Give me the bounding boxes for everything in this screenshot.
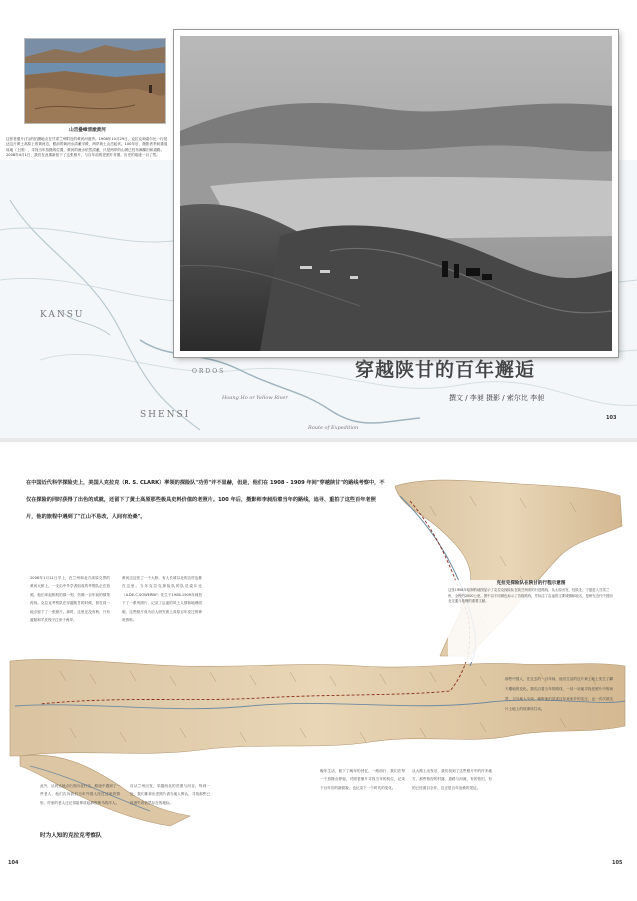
page-number-left: 104 <box>8 860 19 866</box>
map-label-ordos: ORDOS <box>192 368 226 375</box>
caption-text: 这张老照片(右)的拍摄地点在甘肃兰州附近的黄河河道旁。1908年10月29日，克拉克和索尔比一行抵达这片黄土高原上的黄河边，眼前的黄河水清澈平缓，两岸黄土山峦起伏。100年后，摄影者李昶重返故地（上图），寻找当年拍摄的位置，黄河的流水依然清澈，只是两岸的山坡已经布满梯田和道路。2008年4月1日，我们在此重新拍下了这张照片，与百年前的老照片对照，历史的痕迹一目了然。 <box>6 136 168 158</box>
caption-title: 山峦叠嶂清澈黄河 <box>69 128 106 133</box>
historic-photo <box>174 30 618 357</box>
bottom-page <box>0 442 637 901</box>
map-label-yellow-river: Hoang Ho or Yellow River <box>222 395 288 401</box>
photo-caption <box>6 128 169 240</box>
body-column-1: 2008年1月11日早上，在兰州和北方高原交界的黄河大桥上，一支由中外学者组成的考察队正在拍照。他们举起相机的那一刻，仿佛一百年前的情景再现。克拉克考察队在穿越陕甘的时候，曾在同一地点留下了一张照片。那时，这里还没有桥，只有渡船和羊皮筏子往来于两岸。 <box>30 576 110 623</box>
body-column-3: 那些中国人，在过去的一百年间，他们生活的这片黄土地上发生了翻天覆地的变化。我们沿着当年的路线，一站一站地寻找老照片中的场景，与当地人交谈，倾听他们讲述百年来家乡的变迁，也一次次被这片土地上的故事所打动。 <box>505 677 613 711</box>
modern-photo <box>24 38 166 124</box>
intro-paragraph: 在中国近代科学探险史上，美国人克拉克（R. S. CLARK）率领的探险队"功劳"并不显赫，但是，他们在 1908 - 1909 年间"穿越陕甘"的路线考察中，不仅在探险的同时获得了出色的成就，还留下了黄土高原那些极具史料价值的老照片。100 年后，摄影师李昶沿着当年的路线，追寻、重拍了这些百年老照片，他的旅程中遇到了"江山不易改，人间有沧桑"。 <box>26 480 385 520</box>
body-column-5: 自从兰州出发，穿越西北的荒漠与河谷，每到一处，我们都拿出老照片请当地人辨认，寻找那些已经消失或依然存在的地标。 <box>130 784 210 805</box>
body-column-4: 此外，从到达地点出发向北行走，路途中遇到了一些老人，他们告诉我们当年外国人经过这里的情形，村里的老人还记得祖辈讲起那些骑马的洋人。 <box>40 784 120 805</box>
body-column-7: 从大路上出发后，我们找到了这些照片中的许多地方，那些曾经的村落、道路与河流，有的依旧，有的已经面目全非，这正是百年沧桑的见证。 <box>412 769 492 790</box>
sidebar-text: 这张1908年绘制的地图显示了克拉克探险队在陕甘两省的行进路线，从太原出发，经陕北、宁夏进入甘肃兰州，全程约2000公里。图中以不同颜色标示了各段路线，并标注了沿途的主要城镇和地名，是研究近代中国西北交通与地理的重要文献。 <box>448 588 613 603</box>
main-title: 穿越陕甘的百年邂逅 <box>355 359 536 381</box>
credits: 撰文 / 李昶 摄影 / 索尔比 李昶 <box>449 394 545 402</box>
body-column-6: 晚年生活，留下了晚年的回忆，一路西行，我们在每一个拍摄点停留，对照老照片寻找当年的机位，记录下百年后的新面貌，也记录下一个时代的变化。 <box>320 769 405 790</box>
map-label-kansu: KANSU <box>40 310 85 320</box>
sidebar-title: 克拉克探险队在陕甘的行程示意图 <box>496 581 566 586</box>
section-heading: 时为人知的克拉克考察队 <box>40 833 102 839</box>
top-page <box>0 0 637 438</box>
map-label-route: Route of Expedition <box>308 425 359 431</box>
page-number-top: 103 <box>606 415 617 421</box>
map-label-shensi: SHENSI <box>140 410 191 420</box>
map-sidebar <box>448 580 614 662</box>
page-number-right: 105 <box>612 860 623 866</box>
body-column-2: 黄河边这张了一个大桥，有人长城以北的边村也都在这里。当年克拉克探险队的队员索尔比（A.DE.C.SOWERBY）先生于1908-1909年间拍下了一系列照片，记录了沿途的风土人情和地理面貌，这些照片成为后人研究黄土高原百年变迁的珍贵资料。 <box>122 576 202 623</box>
